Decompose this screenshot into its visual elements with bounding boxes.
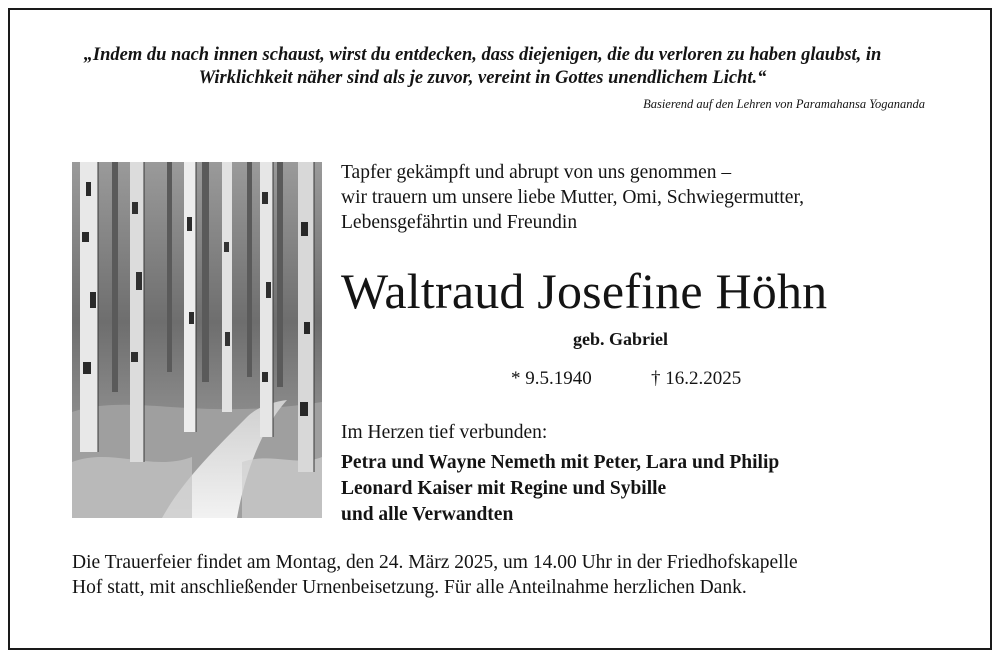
birch-forest-image [72,162,322,518]
death-date: † 16.2.2025 [651,368,742,389]
mourner-line: Petra und Wayne Nemeth mit Peter, Lara und Philip [341,452,780,473]
intro-line: wir trauern um unsere liebe Mutter, Omi, Schwiegermutter, [341,187,805,208]
intro-line: Lebensgefährtin und Freundin [341,212,578,233]
memorial-quote: „Indem du nach innen schaust, wirst du entdecken, dass diejenigen, die du verloren zu haben glaubst, in Wirklichkeit näher sind als je zuvor, vereint in Gottes unendlichem Licht.“ [83,45,882,88]
mourners-list [341,450,779,528]
mourners-intro: Im Herzen tief verbunden: [341,422,548,443]
funeral-line: Hof statt, mit anschließender Urnenbeisetzung. Für alle Anteilnahme herzlichen Dank. [72,577,747,598]
deceased-name: Waltraud Josefine Höhn [341,263,828,319]
forest-painting [72,162,322,518]
funeral-info [72,550,798,600]
birth-date: * 9.5.1940 [511,368,592,389]
intro-line: Tapfer gekämpft und abrupt von uns genommen – [341,162,732,183]
funeral-line: Die Trauerfeier findet am Montag, den 24. März 2025, um 14.00 Uhr in der Friedhofskapelle [72,552,798,573]
quote-source: Basierend auf den Lehren von Paramahansa Yogananda [643,97,925,111]
mourner-line: Leonard Kaiser mit Regine und Sybille [341,478,667,499]
mourner-line: und alle Verwandten [341,504,514,525]
intro-text [341,160,804,235]
maiden-name: geb. Gabriel [573,329,668,349]
